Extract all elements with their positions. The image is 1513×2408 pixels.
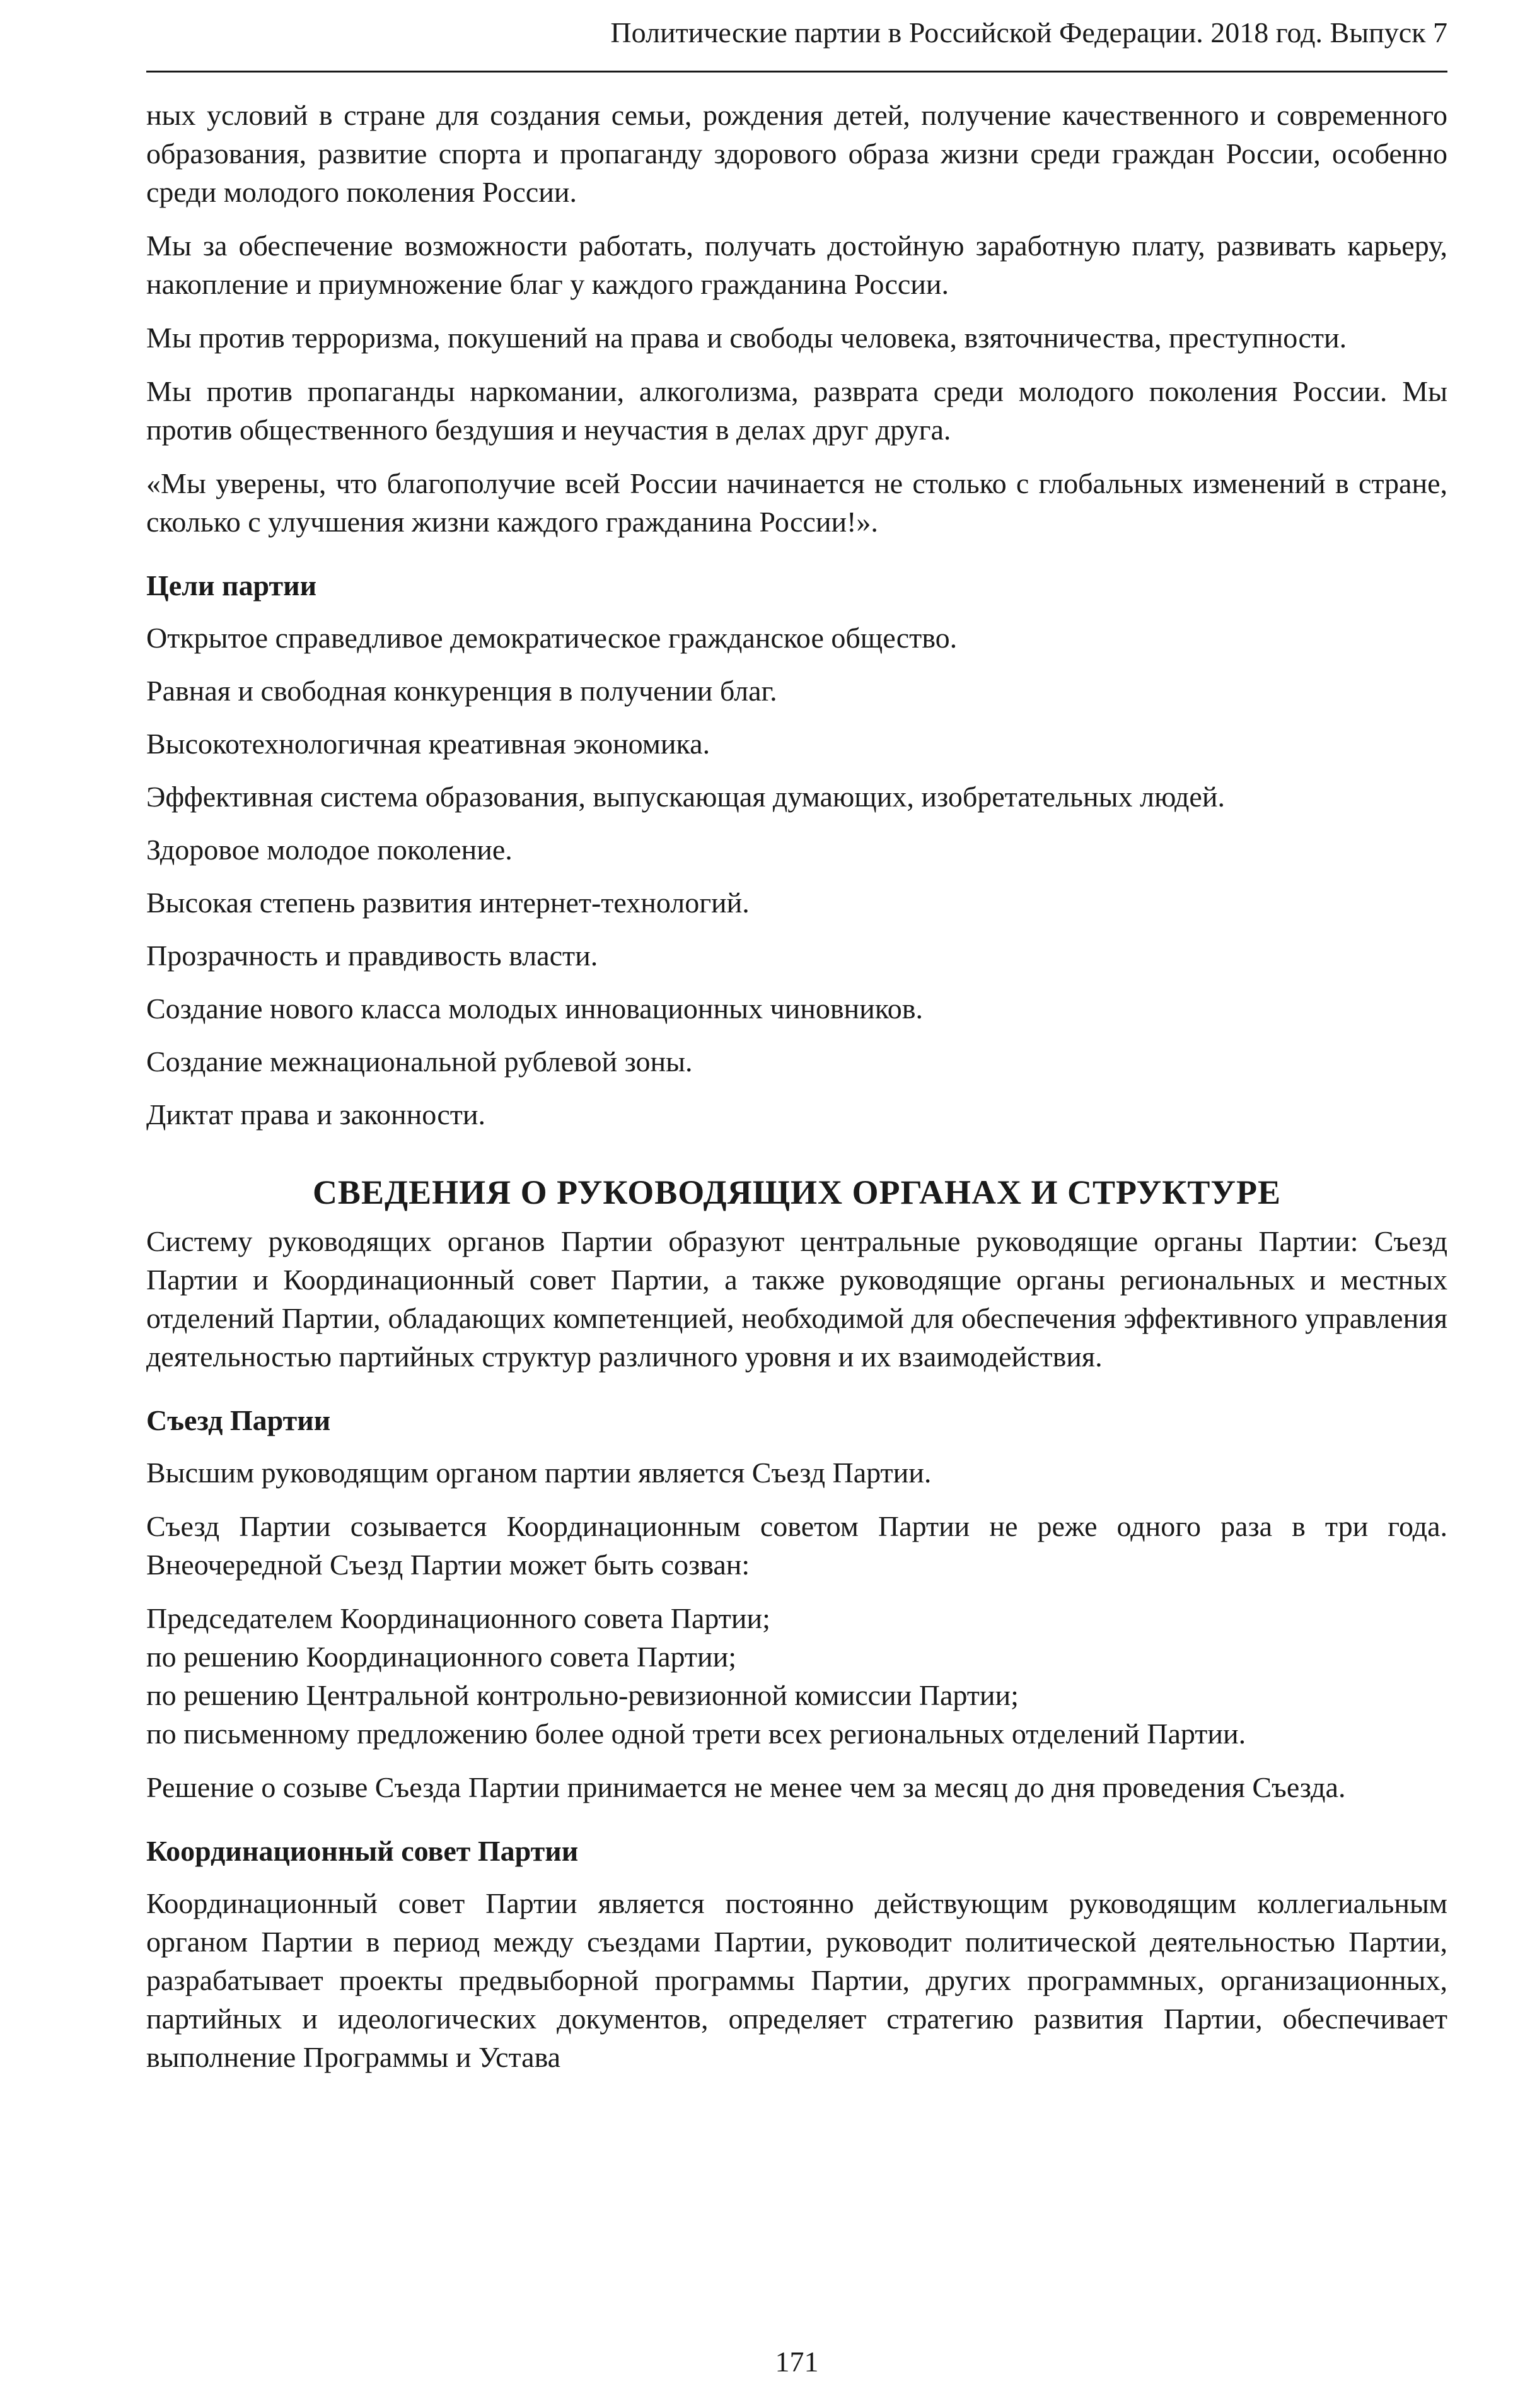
congress-paragraph: Высшим руководящим органом партии является Съезд Партии. [146, 1457, 932, 1489]
section-title: СВЕДЕНИЯ О РУКОВОДЯЩИХ ОРГАНАХ И СТРУКТУРЕ [312, 1173, 1282, 1211]
congress-list-item: по решению Центральной контрольно-ревизионной комиссии Партии; [146, 1679, 1019, 1711]
council-heading: Координационный совет Партии [146, 1835, 579, 1867]
goal-item: Высокотехнологичная креативная экономика. [146, 728, 710, 760]
congress-list-item: Председателем Координационного совета Партии; [146, 1602, 770, 1634]
header-divider [146, 71, 1447, 73]
congress-list-item: по решению Координационного совета Партии; [146, 1641, 737, 1673]
goal-item: Эффективная система образования, выпускающая думающих, изобретательных людей. [146, 781, 1225, 813]
congress-heading: Съезд Партии [146, 1404, 331, 1436]
intro-paragraph: Мы против пропаганды наркомании, алкоголизма, разврата среди молодого поколения России. Мы против общественного бездушия и неучастия в делах друг друга. [146, 375, 1447, 446]
congress-list-item: по письменному предложению более одной трети всех региональных отделений Партии. [146, 1718, 1246, 1750]
congress-paragraph: Решение о созыве Съезда Партии принимается не менее чем за месяц до дня проведения Съезда. [146, 1771, 1346, 1803]
congress-paragraph: Съезд Партии созывается Координационным советом Партии не реже одного раза в три года. Внеочередной Съезд Партии может быть созван: [146, 1510, 1447, 1581]
goal-item: Диктат права и законности. [146, 1098, 486, 1131]
goal-item: Равная и свободная конкуренция в получении благ. [146, 675, 777, 707]
structure-intro-paragraph: Систему руководящих органов Партии образуют центральные руководящие органы Партии: Съезд Партии и Координационный совет Партии, а также руководящие органы региональных и местных отделений Партии, обладающих компетенцией, необходимой для обеспечения эффективного управления деятельностью партийных структур различного уровня и их взаимодействия. [146, 1225, 1447, 1373]
goal-item: Создание нового класса молодых инновационных чиновников. [146, 992, 924, 1025]
goal-item: Высокая степень развития интернет-технологий. [146, 887, 750, 919]
intro-quote: «Мы уверены, что благополучие всей России начинается не столько с глобальных изменений в стране, сколько с улучшения жизни каждого гражданина России!». [146, 467, 1447, 538]
page-number: 171 [775, 2346, 819, 2378]
goal-item: Прозрачность и правдивость власти. [146, 939, 598, 972]
page-content [146, 96, 1447, 2091]
goals-heading: Цели партии [146, 569, 317, 602]
council-paragraph: Координационный совет Партии является постоянно действующим руководящим коллегиальным органом Партии в период между съездами Партии, руководит политической деятельностью Партии, разрабатывает проекты предвыборной программы Партии, других программных, организационных, партийных и идеологических документов, определяет стратегию развития Партии, обеспечивает выполнение Программы и Устава [146, 1887, 1447, 2073]
intro-paragraph: Мы против терроризма, покушений на права и свободы человека, взяточничества, преступности. [146, 322, 1347, 354]
document-page [146, 0, 1447, 2408]
goal-item: Открытое справедливое демократическое гражданское общество. [146, 622, 958, 654]
goal-item: Создание межнациональной рублевой зоны. [146, 1045, 693, 1078]
intro-paragraph: ных условий в стране для создания семьи, рождения детей, получение качественного и современного образования, развитие спорта и пропаганду здорового образа жизни среди граждан России, особенно среди молодого поколения России. [146, 99, 1447, 208]
running-header: Политические партии в Российской Федерации. 2018 год. Выпуск 7 [610, 16, 1447, 49]
goal-item: Здоровое молодое поколение. [146, 834, 513, 866]
intro-paragraph: Мы за обеспечение возможности работать, получать достойную заработную плату, развивать карьеру, накопление и приумножение благ у каждого гражданина России. [146, 230, 1447, 300]
